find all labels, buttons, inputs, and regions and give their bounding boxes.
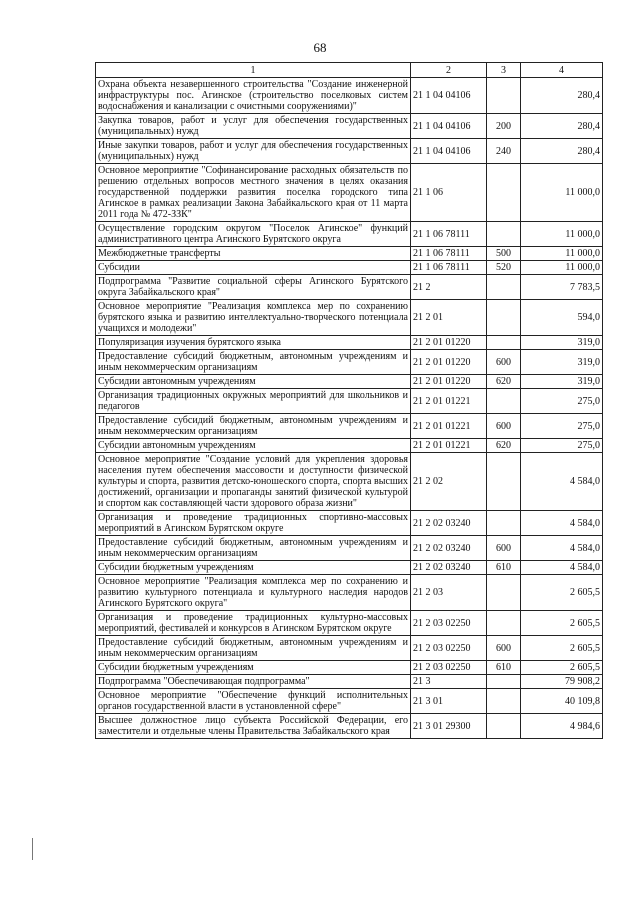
row-sum: 275,0 bbox=[521, 414, 603, 439]
row-expense-type: 610 bbox=[487, 661, 521, 675]
table-row bbox=[96, 78, 603, 114]
row-expense-type bbox=[487, 222, 521, 247]
row-name: Закупка товаров, работ и услуг для обеспечения государственных (муниципальных) нужд bbox=[96, 114, 411, 139]
row-expense-type: 600 bbox=[487, 536, 521, 561]
table-row bbox=[96, 414, 603, 439]
row-code: 21 2 02 03240 bbox=[411, 536, 487, 561]
row-code: 21 1 04 04106 bbox=[411, 114, 487, 139]
row-code: 21 1 06 78111 bbox=[411, 261, 487, 275]
margin-mark bbox=[32, 838, 33, 860]
row-code: 21 2 02 bbox=[411, 453, 487, 511]
table-row bbox=[96, 350, 603, 375]
row-expense-type bbox=[487, 575, 521, 611]
row-expense-type bbox=[487, 300, 521, 336]
row-expense-type bbox=[487, 689, 521, 714]
row-name: Основное мероприятие "Обеспечение функций исполнительных органов государственной власти в установленной сфере" bbox=[96, 689, 411, 714]
row-expense-type bbox=[487, 714, 521, 739]
column-header: 4 bbox=[521, 63, 603, 78]
table-row bbox=[96, 511, 603, 536]
row-name: Субсидии бюджетным учреждениям bbox=[96, 561, 411, 575]
row-name: Основное мероприятие "Реализация комплекса мер по сохранению бурятского языка и развитию интеллектуально-творческого потенциала учащихся и молодежи" bbox=[96, 300, 411, 336]
table-row bbox=[96, 139, 603, 164]
row-name: Субсидии автономным учреждениям bbox=[96, 375, 411, 389]
row-name: Основное мероприятие "Реализация комплекса мер по сохранению и развитию культурного потенциала и культурного наследия народов Агинского Бурятского округа" bbox=[96, 575, 411, 611]
row-sum: 319,0 bbox=[521, 336, 603, 350]
row-expense-type: 600 bbox=[487, 350, 521, 375]
row-name: Основное мероприятие "Софинансирование расходных обязательств по решению отдельных вопросов местного значения в целях оказания государственной поддержки развития поселка городского типа Агинское в рамках реализации Закона Забайкальского края от 11 марта 2011 года № 472-ЗЗК" bbox=[96, 164, 411, 222]
row-sum: 4 584,0 bbox=[521, 511, 603, 536]
column-header: 3 bbox=[487, 63, 521, 78]
row-expense-type: 240 bbox=[487, 139, 521, 164]
row-name: Межбюджетные трансферты bbox=[96, 247, 411, 261]
row-code: 21 2 03 02250 bbox=[411, 636, 487, 661]
table-row bbox=[96, 247, 603, 261]
table-row bbox=[96, 561, 603, 575]
row-expense-type bbox=[487, 611, 521, 636]
row-expense-type: 610 bbox=[487, 561, 521, 575]
row-code: 21 3 bbox=[411, 675, 487, 689]
row-code: 21 1 06 78111 bbox=[411, 222, 487, 247]
row-code: 21 2 03 02250 bbox=[411, 611, 487, 636]
row-sum: 280,4 bbox=[521, 78, 603, 114]
row-name: Предоставление субсидий бюджетным, автономным учреждениям и иным некоммерческим организациям bbox=[96, 350, 411, 375]
table-row bbox=[96, 536, 603, 561]
row-expense-type: 500 bbox=[487, 247, 521, 261]
row-sum: 4 984,6 bbox=[521, 714, 603, 739]
row-name: Иные закупки товаров, работ и услуг для обеспечения государственных (муниципальных) нужд bbox=[96, 139, 411, 164]
budget-table bbox=[95, 62, 603, 739]
column-header: 1 bbox=[96, 63, 411, 78]
row-name: Осуществление городским округом "Поселок Агинское" функций административного центра Агинского Бурятского округа bbox=[96, 222, 411, 247]
table-row bbox=[96, 375, 603, 389]
row-sum: 40 109,8 bbox=[521, 689, 603, 714]
row-sum: 4 584,0 bbox=[521, 561, 603, 575]
row-sum: 4 584,0 bbox=[521, 453, 603, 511]
row-code: 21 2 01 01220 bbox=[411, 336, 487, 350]
row-sum: 2 605,5 bbox=[521, 636, 603, 661]
row-sum: 2 605,5 bbox=[521, 611, 603, 636]
row-expense-type bbox=[487, 164, 521, 222]
row-sum: 2 605,5 bbox=[521, 661, 603, 675]
row-expense-type bbox=[487, 511, 521, 536]
row-name: Основное мероприятие "Создание условий для укрепления здоровья населения путем обеспечения массовости и доступности физической культуры и спорта, развития детско-юношеского спорта, спорта высших достижений, организации и пропаганды занятий физической культурой и спортом как составляющей части здорового образа жизни" bbox=[96, 453, 411, 511]
table-row bbox=[96, 675, 603, 689]
table-row bbox=[96, 114, 603, 139]
row-name: Популяризация изучения бурятского языка bbox=[96, 336, 411, 350]
row-name: Предоставление субсидий бюджетным, автономным учреждениям и иным некоммерческим организациям bbox=[96, 536, 411, 561]
row-expense-type bbox=[487, 389, 521, 414]
row-sum: 319,0 bbox=[521, 375, 603, 389]
page-number: 68 bbox=[313, 40, 327, 55]
row-code: 21 1 06 bbox=[411, 164, 487, 222]
row-name: Организация и проведение традиционных спортивно-массовых мероприятий в Агинском Бурятском округе bbox=[96, 511, 411, 536]
table-row bbox=[96, 275, 603, 300]
table-row bbox=[96, 389, 603, 414]
table-row bbox=[96, 661, 603, 675]
row-name: Субсидии бюджетным учреждениям bbox=[96, 661, 411, 675]
table-row bbox=[96, 714, 603, 739]
row-expense-type: 200 bbox=[487, 114, 521, 139]
row-name: Высшее должностное лицо субъекта Российской Федерации, его заместители и отдельные члены Правительства Забайкальского края bbox=[96, 714, 411, 739]
table-row bbox=[96, 575, 603, 611]
row-sum: 2 605,5 bbox=[521, 575, 603, 611]
row-expense-type bbox=[487, 78, 521, 114]
row-sum: 11 000,0 bbox=[521, 261, 603, 275]
row-sum: 7 783,5 bbox=[521, 275, 603, 300]
row-sum: 11 000,0 bbox=[521, 247, 603, 261]
row-expense-type: 600 bbox=[487, 414, 521, 439]
row-name: Предоставление субсидий бюджетным, автономным учреждениям и иным некоммерческим организациям bbox=[96, 414, 411, 439]
row-expense-type bbox=[487, 275, 521, 300]
row-sum: 280,4 bbox=[521, 114, 603, 139]
row-expense-type bbox=[487, 453, 521, 511]
row-code: 21 2 01 01220 bbox=[411, 375, 487, 389]
row-sum: 79 908,2 bbox=[521, 675, 603, 689]
row-code: 21 2 bbox=[411, 275, 487, 300]
table-row bbox=[96, 164, 603, 222]
row-expense-type bbox=[487, 675, 521, 689]
table-row bbox=[96, 439, 603, 453]
row-code: 21 3 01 bbox=[411, 689, 487, 714]
table-row bbox=[96, 261, 603, 275]
table-row bbox=[96, 336, 603, 350]
row-name: Субсидии автономным учреждениям bbox=[96, 439, 411, 453]
row-code: 21 2 01 01221 bbox=[411, 414, 487, 439]
row-sum: 275,0 bbox=[521, 389, 603, 414]
table-row bbox=[96, 300, 603, 336]
table-header-row bbox=[96, 63, 603, 78]
row-code: 21 2 03 bbox=[411, 575, 487, 611]
row-sum: 11 000,0 bbox=[521, 222, 603, 247]
row-code: 21 1 04 04106 bbox=[411, 78, 487, 114]
row-name: Подпрограмма "Развитие социальной сферы Агинского Бурятского округа Забайкальского края" bbox=[96, 275, 411, 300]
row-name: Организация и проведение традиционных культурно-массовых мероприятий, фестивалей и конкурсов в Агинском Бурятском округе bbox=[96, 611, 411, 636]
row-name: Предоставление субсидий бюджетным, автономным учреждениям и иным некоммерческим организациям bbox=[96, 636, 411, 661]
row-expense-type bbox=[487, 336, 521, 350]
row-name: Подпрограмма "Обеспечивающая подпрограмма" bbox=[96, 675, 411, 689]
row-sum: 275,0 bbox=[521, 439, 603, 453]
row-code: 21 2 01 01221 bbox=[411, 439, 487, 453]
row-name: Охрана объекта незавершенного строительства "Создание инженерной инфраструктуры пос. Агинское (строительство поселковых систем водоснабжения и канализации с очистными сооружениями)" bbox=[96, 78, 411, 114]
row-code: 21 2 02 03240 bbox=[411, 511, 487, 536]
row-code: 21 2 01 01221 bbox=[411, 389, 487, 414]
row-sum: 280,4 bbox=[521, 139, 603, 164]
row-expense-type: 620 bbox=[487, 439, 521, 453]
row-code: 21 2 02 03240 bbox=[411, 561, 487, 575]
row-sum: 594,0 bbox=[521, 300, 603, 336]
row-sum: 4 584,0 bbox=[521, 536, 603, 561]
table-row bbox=[96, 453, 603, 511]
column-header: 2 bbox=[411, 63, 487, 78]
row-name: Организация традиционных окружных мероприятий для школьников и педагогов bbox=[96, 389, 411, 414]
row-expense-type: 520 bbox=[487, 261, 521, 275]
row-code: 21 2 01 bbox=[411, 300, 487, 336]
row-expense-type: 620 bbox=[487, 375, 521, 389]
table-row bbox=[96, 611, 603, 636]
row-code: 21 1 06 78111 bbox=[411, 247, 487, 261]
row-code: 21 2 03 02250 bbox=[411, 661, 487, 675]
table-row bbox=[96, 636, 603, 661]
row-sum: 319,0 bbox=[521, 350, 603, 375]
row-sum: 11 000,0 bbox=[521, 164, 603, 222]
table-row bbox=[96, 222, 603, 247]
row-expense-type: 600 bbox=[487, 636, 521, 661]
row-code: 21 1 04 04106 bbox=[411, 139, 487, 164]
row-code: 21 3 01 29300 bbox=[411, 714, 487, 739]
row-name: Субсидии bbox=[96, 261, 411, 275]
table-row bbox=[96, 689, 603, 714]
row-code: 21 2 01 01220 bbox=[411, 350, 487, 375]
